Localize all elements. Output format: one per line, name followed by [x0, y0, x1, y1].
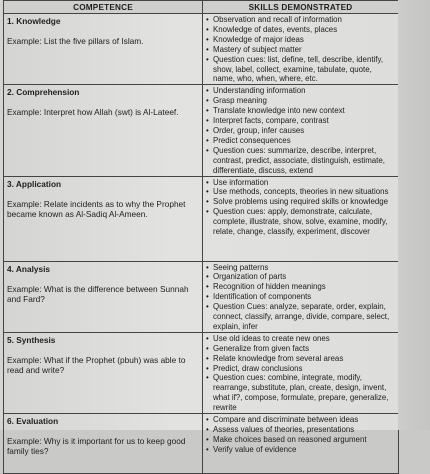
skills-cell [203, 14, 399, 85]
skill-item: • Predict consequences [206, 136, 395, 146]
skill-item: • Recognition of hidden meanings [206, 282, 395, 292]
skill-item: • Make choices based on reasoned argument [206, 435, 395, 445]
table-row [4, 85, 399, 176]
skill-item: • Seeing patterns [206, 263, 395, 273]
skill-item: • Compare and discriminate between ideas [206, 415, 395, 425]
skill-item: • Understanding information [206, 86, 395, 96]
competence-cell [4, 414, 203, 474]
skills-list [206, 415, 395, 455]
skill-item: • Assess values of theories, presentations [206, 425, 395, 435]
skill-item: • Observation and recall of information [206, 15, 395, 25]
skill-item: • Organization of parts [206, 272, 395, 282]
competence-example: Example: List the five pillars of Islam. [7, 36, 144, 46]
skill-item: • Mastery of subject matter [206, 45, 395, 55]
skill-item: • Question cues: combine, integrate, modify, rearrange, substitute, plan, create, design, invent, what if?, compose, formulate, prepare, generalize, rewrite [206, 373, 395, 413]
skill-item: • Verify value of evidence [206, 445, 395, 455]
competence-cell [4, 332, 203, 413]
skill-item: • Knowledge of major ideas [206, 35, 395, 45]
competence-example: Example: Relate incidents as to why the Prophet became known as Al-Sadiq Al-Ameen. [7, 198, 186, 219]
competence-cell [4, 261, 203, 332]
skill-item: • Grasp meaning [206, 96, 395, 106]
header-row [4, 1, 399, 14]
competence-title: 5. Synthesis [7, 334, 56, 345]
skill-item: • Question cues: apply, demonstrate, calculate, complete, illustrate, show, solve, examine, modify, relate, change, classify, experiment, discover [206, 207, 395, 237]
competence-example: Example: What is the difference between Sunnah and Fard? [7, 283, 189, 304]
skill-item: • Use information [206, 178, 395, 188]
competence-cell [4, 176, 203, 261]
skill-item: • Question Cues: analyze, separate, order, explain, connect, classify, arrange, divide, compare, select, explain, infer [206, 302, 395, 332]
competence-title: 4. Analysis [7, 263, 51, 274]
skill-item: • Question cues: summarize, describe, interpret, contrast, predict, associate, distinguish, estimate, differentiate, discuss, extend [206, 146, 395, 176]
skill-item: • Knowledge of dates, events, places [206, 25, 395, 35]
skill-item: • Predict, draw conclusions [206, 364, 395, 374]
skills-header: SKILLS DEMONSTRATED [203, 1, 399, 14]
skills-list [206, 15, 395, 84]
competence-skills-table [3, 0, 399, 474]
skill-item: • Order, group, infer causes [206, 126, 395, 136]
competence-title: 2. Comprehension [7, 87, 80, 98]
skill-item: • Question cues: list, define, tell, describe, identify, show, label, collect, examine, tabulate, quote, name, who, when, where, etc. [206, 55, 395, 85]
skills-cell [203, 176, 399, 261]
competence-example: Example: What if the Prophet (pbuh) was able to read and write? [7, 354, 186, 375]
skill-item: • Identification of components [206, 292, 395, 302]
table-row [4, 332, 399, 413]
skill-item: • Use methods, concepts, theories in new situations [206, 187, 395, 197]
skill-item: • Interpret facts, compare, contrast [206, 116, 395, 126]
skills-list [206, 178, 395, 237]
skills-cell [203, 332, 399, 413]
skill-item: • Use old ideas to create new ones [206, 334, 395, 344]
table-row [4, 14, 399, 85]
competence-title: 3. Application [7, 178, 62, 189]
skills-cell [203, 85, 399, 176]
competence-title: 1. Knowledge [7, 16, 61, 26]
skill-item: • Generalize from given facts [206, 344, 395, 354]
competence-cell [4, 14, 203, 85]
skill-item: • Translate knowledge into new context [206, 106, 395, 116]
skills-list [206, 263, 395, 332]
skill-item: • Relate knowledge from several areas [206, 354, 395, 364]
competence-example: Example: Interpret how Allah (swt) is Al-Lateef. [7, 107, 179, 118]
skills-list [206, 86, 395, 175]
competence-title: 6. Evaluation [7, 416, 59, 427]
table-row [4, 176, 399, 261]
competence-example: Example: Why is it important for us to keep good family ties? [7, 436, 186, 457]
skills-list [206, 334, 395, 413]
table-row [4, 261, 399, 332]
skill-item: • Solve problems using required skills or knowledge [206, 197, 395, 207]
page-margin [398, 0, 430, 430]
skills-cell [203, 414, 399, 474]
skills-cell [203, 261, 399, 332]
table-row [4, 414, 399, 474]
competence-cell [4, 85, 203, 176]
competence-header: COMPETENCE [4, 1, 203, 14]
